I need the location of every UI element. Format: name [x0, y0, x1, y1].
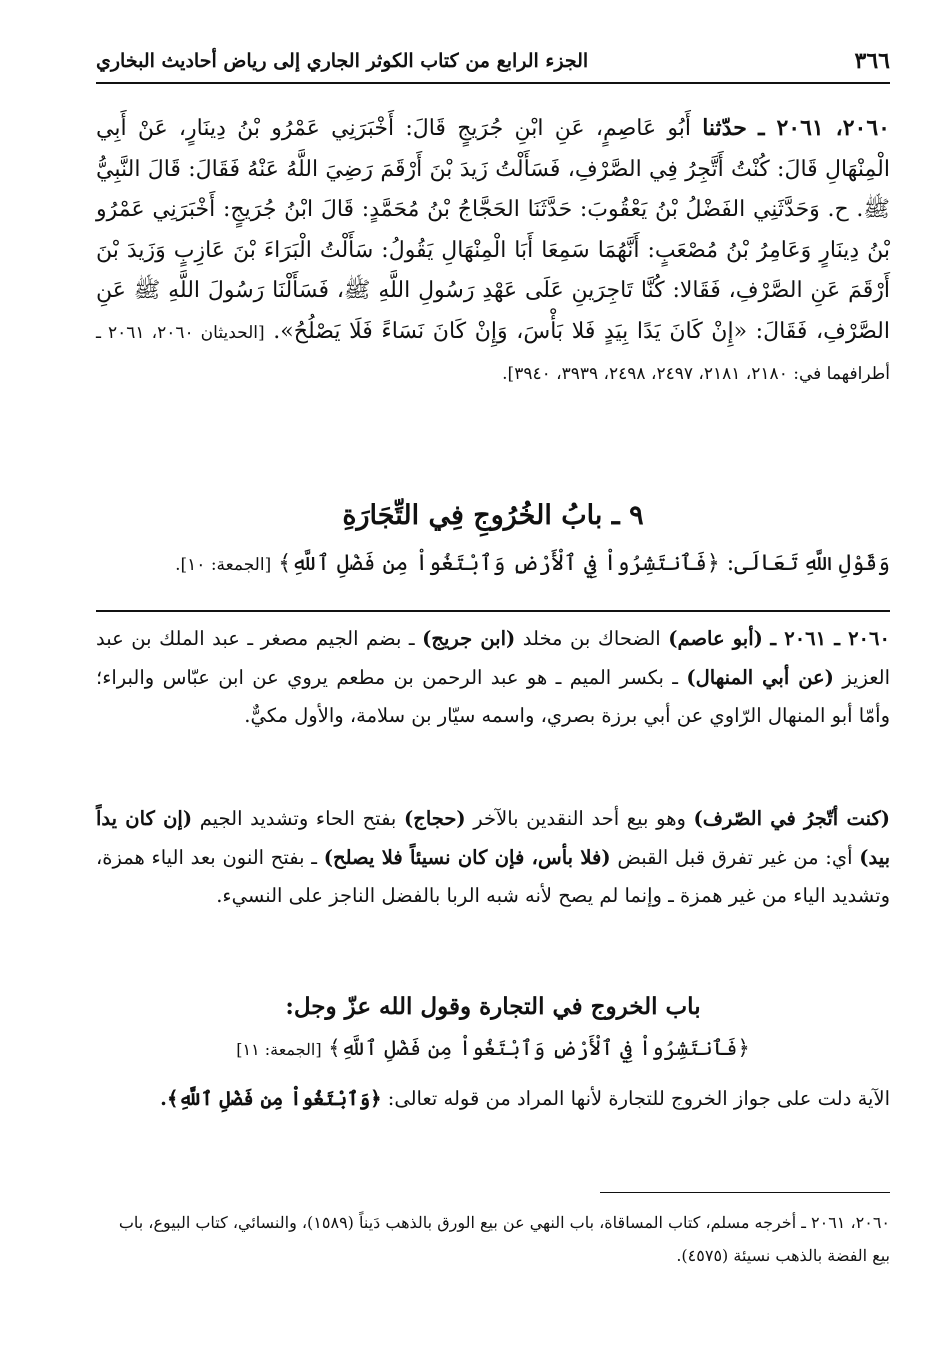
commentary-verse-ref: [الجمعة: ١١]: [236, 1040, 322, 1059]
chapter-verse-ref: [الجمعة: ١٠].: [175, 555, 272, 575]
commentary-term: (ابن جريج): [422, 627, 516, 650]
running-title: الجزء الرابع من كتاب الكوثر الجاري إلى رياض أحاديث البخاري: [96, 50, 589, 72]
commentary-term: (كنت أتّجرُ في الصّرف): [693, 807, 890, 830]
commentary-term: (حجاج): [404, 807, 466, 830]
commentary-verse-text: ﴿فَٱنتَشِرُواْ فِي ٱلْأَرْضِ وَٱبْتَغُواْ مِن فَضْلِ ٱللَّهِ﴾: [328, 1036, 750, 1060]
chapter-title: ٩ ـ بابُ الخُرُوجِ فِي التِّجَارَةِ: [342, 500, 644, 531]
hadith-text: [96, 108, 890, 395]
commentary-text: الآية دلت على جواز الخروج للتجارة لأنها المراد من قوله تعالى:: [387, 1087, 890, 1110]
hadith-opening: حدّثنا: [702, 115, 747, 141]
footnote-separator: [600, 1192, 890, 1193]
commentary-paragraph-2: [96, 800, 890, 916]
commentary-text: ـ بفتح النون بعد الياء همزة، وتشديد الياء من غير همزة ـ وإنما لم يصح لأنه شبه الربا بالفضل الناجز على النسيء.: [96, 845, 890, 907]
hadith-numbers: ٢٠٦٠، ٢٠٦١ ـ: [758, 115, 890, 141]
footnote: ٢٠٦٠، ٢٠٦١ ـ أخرجه مسلم، كتاب المساقاة، باب النهي عن بيع الورق بالذهب دَيناً (١٥٨٩)، والنسائي، كتاب البيوع، باب بيع الفضة بالذهب نسيئة (٤٥٧٥).: [118, 1213, 890, 1265]
commentary-term: (عن أبي المنهال): [686, 665, 834, 689]
hadith-reference: [الحديثان ٢٠٦٠، ٢٠٦١ ـ أطرافهما في: ٢١٨٠، ٢١٨١، ٢٤٩٧، ٢٤٩٨، ٣٩٣٩، ٣٩٤٠].: [96, 322, 890, 384]
page-header: [96, 40, 890, 84]
commentary-text: ـ بكسر الميم ـ هو عبد الرحمن بن مطعم يروي عن ابن عبّاس والبراء؛ وأمّا أبو المنهال الرّاوي عن أبي برزة بصري، واسمه سيّار بن سلامة، والأول مكيٌّ.: [96, 665, 890, 727]
commentary-paragraph-1: [96, 620, 890, 736]
commentary-text: الضحاك بن مخلد: [522, 627, 661, 650]
page-number: ٣٦٦: [854, 48, 890, 74]
section-divider: [96, 610, 890, 612]
commentary-text: ـ بضم الجيم مصغر ـ عبد الملك بن عبد العزيز: [96, 627, 891, 689]
chapter-verse: [96, 542, 890, 587]
commentary-verse: [96, 1028, 890, 1070]
commentary-term: (إن كان يداً بيد): [96, 807, 891, 869]
commentary-text: بفتح الحاء وتشديد الجيم: [199, 807, 397, 830]
commentary-subheading: باب الخروج في التجارة وقول الله عزّ وجل:: [285, 993, 701, 1020]
commentary-text: وهو بيع أحد النقدين بالآخر: [473, 807, 686, 830]
commentary-term: (فلا بأس، فإن كان نسيئاً فلا يصلح): [323, 845, 611, 869]
chapter-verse-text: ﴿فَٱنتَشِرُواْ فِي ٱلْأَرْضِ وَٱبْتَغُواْ مِن فَضْلِ ٱللَّهِ﴾: [278, 551, 720, 576]
commentary-text: أي: من غير تفرق قبل القبض: [617, 845, 853, 869]
hadith-body: أَبُو عَاصِمٍ، عَنِ ابْنِ جُرَيجٍ قَالَ: أَخْبَرَنِي عَمْرُو بْنُ دِينَارٍ، عَنْ أَبِي الْمِنْهَالِ قَالَ: كُنْتُ أَتَّجِرُ فِي الصَّرْفِ، فَسَأَلْتُ زَيدَ بْنَ أَرْقَمَ رَضِيَ اللَّهُ عَنْهُ فَقَالَ: قَالَ النَّبِيُّ ﷺ. ح. وَحَدَّثَنِي الفَضْلُ بْنُ يَعْقُوبَ: حَدَّثَنَا الحَجَّاجُ بْنُ مُحَمَّدٍ: قَالَ ابْنُ جُرَيجٍ: أَخْبَرَنِي عَمْرُو بْنُ دِينَارٍ وَعَامِرُ بْنُ مُصْعَبٍ: أَنَّهُمَا سَمِعَا أَبَا الْمِنْهَالِ يَقُولُ: سَأَلْتُ الْبَرَاءَ بْنَ عَازِبٍ وَزَيدَ بْنَ أَرْقَمَ عَنِ الصَّرْفِ، فَقَالا: كُنَّا تَاجِرَينِ عَلَى عَهْدِ رَسُولِ اللَّهِ ﷺ، فَسَأَلْنَا رَسُولَ اللَّهِ ﷺ عَنِ الصَّرْفِ، فَقَالَ: «إِنْ كَانَ يَدًا بِيَدٍ فَلا بَأْسَ، وَإِنْ كَانَ نَسَاءً فَلَا يَصْلُحُ».: [96, 116, 890, 344]
commentary-numbers: ٢٠٦٠ ـ ٢٠٦١ ـ: [770, 627, 890, 650]
commentary-paragraph-3: [96, 1080, 890, 1119]
commentary-verse-quote: ﴿وَٱبْتَغُواْ مِن فَضْلِ ٱللَّهِ﴾.: [160, 1087, 382, 1110]
commentary-term: (أبو عاصم): [668, 627, 763, 650]
chapter-verse-intro: وَقَوْلِ اللَّهِ تَعَالَى:: [726, 551, 890, 576]
